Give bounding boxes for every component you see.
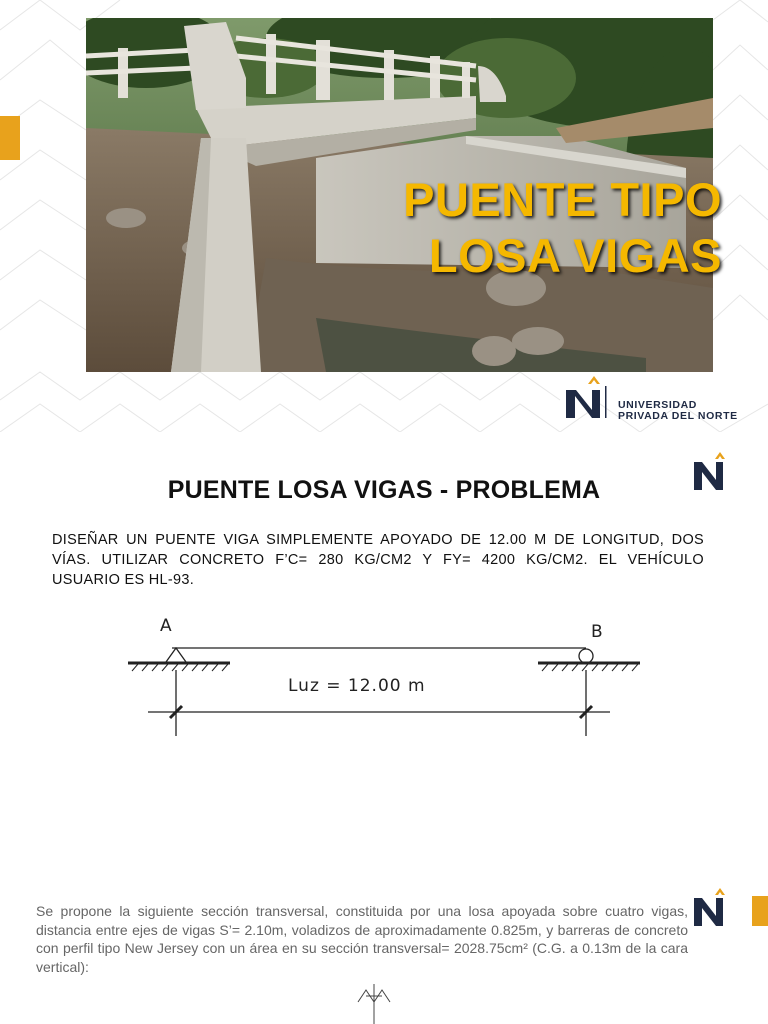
university-name xyxy=(618,400,738,422)
university-name-line1: UNIVERSIDAD xyxy=(618,399,697,411)
upn-n-logo-icon xyxy=(562,374,612,420)
cross-section-description: Se propone la siguiente sección transversal, constituida por una losa apoyada sobre cuatro vigas, distancia entre ejes de vigas S’= 2.10m, voladizos de aproximadamente 0.825m, y barreras de concreto con perfil tipo New Jersey con un área en su sección transversal= 2028.75cm² (C.G. a 0.13m de la cara vertical): xyxy=(36,903,688,975)
university-name-line2: PRIVADA DEL NORTE xyxy=(618,410,738,422)
cover-slide xyxy=(0,0,768,432)
accent-bar-left xyxy=(0,116,20,160)
university-logo xyxy=(562,374,762,420)
accent-bar-right xyxy=(752,896,768,926)
cover-title-line2: LOSA VIGAS xyxy=(428,229,722,282)
section-axis-marker-icon xyxy=(354,984,394,1024)
simply-supported-beam-diagram xyxy=(120,614,660,744)
cover-title xyxy=(362,172,722,284)
upn-n-logo-icon xyxy=(692,886,732,926)
problem-title: PUENTE LOSA VIGAS - PROBLEMA xyxy=(167,476,601,504)
cross-section-slide xyxy=(0,880,768,1024)
support-a-label: A xyxy=(160,616,172,636)
support-b-label: B xyxy=(591,622,603,642)
span-length-label: Luz = 12.00 m xyxy=(288,676,426,696)
problem-statement: DISEÑAR UN PUENTE VIGA SIMPLEMENTE APOYADO DE 12.00 M DE LONGITUD, DOS VÍAS. UTILIZAR CONCRETO F’C= 280 KG/CM2 Y FY= 4200 KG/CM2. EL VEHÍCULO USUARIO ES HL-93. xyxy=(52,532,704,588)
cover-title-line1: PUENTE TIPO xyxy=(403,173,722,226)
problem-slide xyxy=(0,432,768,872)
